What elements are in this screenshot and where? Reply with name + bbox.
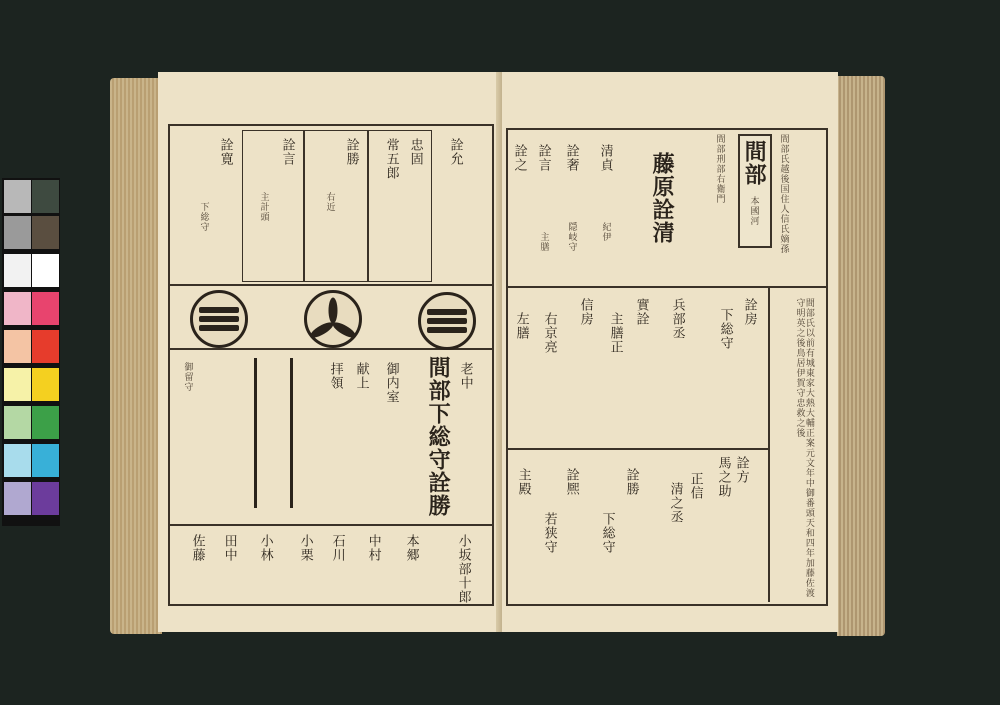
swatch-16	[32, 444, 59, 477]
family-crest-center	[304, 290, 362, 348]
page-edges-right	[837, 76, 885, 636]
left-bottom-col-4: 小林	[257, 534, 273, 562]
left-bottom-col-3: 中村	[365, 534, 381, 562]
swatch-8	[32, 292, 59, 325]
swatch-13	[4, 406, 31, 439]
right-col-5: 詮之	[511, 144, 527, 172]
left-bottom-col-2: 石川	[329, 534, 345, 562]
right-middle-col-6: 主膳正	[607, 312, 623, 354]
right-upper-note-1: 紀伊	[600, 222, 611, 242]
left-middle-sub-2: 献上	[353, 362, 369, 390]
right-middle-col-2: 信房	[577, 298, 593, 326]
left-top-note-3: 右近	[324, 192, 335, 212]
right-upper-note-2: 隠岐守	[566, 222, 577, 252]
left-top-note-2: 常五郎	[383, 138, 399, 180]
right-col-4: 詮言	[535, 144, 551, 172]
left-bottom-col-1: 小栗	[297, 534, 313, 562]
clan-name: 間部	[741, 140, 768, 186]
page-edges-left	[110, 78, 162, 634]
family-crest-right	[418, 292, 476, 350]
left-bottom-col-7: 本郷	[403, 534, 419, 562]
left-top-col-1: 詮允	[447, 138, 463, 166]
right-col-2: 清貞	[597, 144, 613, 172]
swatch-10	[32, 330, 59, 363]
left-middle-sub-3: 御内室	[383, 362, 399, 404]
right-middle-col-8: 左膳	[513, 312, 529, 340]
left-top-note-4: 主計頭	[258, 192, 269, 222]
swatch-15	[4, 444, 31, 477]
left-top-col-2: 詮勝	[343, 138, 359, 166]
left-top-col-3: 詮言	[279, 138, 295, 166]
open-book	[110, 70, 885, 640]
left-bottom-col-6: 佐藤	[189, 534, 205, 562]
clan-header-box	[738, 134, 772, 248]
right-lower-col-7: 詮勝	[623, 468, 639, 496]
right-intro-text: 間部氏越後国住人信氏嫡孫	[778, 134, 789, 254]
right-upper-note-3: 主膳	[538, 232, 549, 252]
left-top-note-5: 下総守	[198, 202, 209, 232]
swatch-2	[32, 180, 59, 213]
left-main-title: 間部下総守詮勝	[425, 356, 452, 517]
spear-emblem	[290, 358, 293, 508]
right-middle-col-1: 詮房	[741, 298, 757, 326]
swatch-1	[4, 180, 31, 213]
left-bottom-col-8: 小坂部十郎	[455, 534, 471, 604]
swatch-7	[4, 292, 31, 325]
family-crest-left	[190, 290, 248, 348]
right-lower-col-9: 主殿	[515, 468, 531, 496]
left-rule-1	[168, 284, 494, 286]
left-middle-sub-1: 拝領	[327, 362, 343, 390]
right-lower-col-3: 清之丞	[667, 482, 683, 524]
left-middle-sub-4: 老中	[457, 362, 473, 390]
swatch-4	[32, 216, 59, 249]
right-lineage-text: 間部刑部右衛門	[714, 134, 725, 204]
left-middle-sub-5: 御留守	[182, 362, 193, 392]
right-middle-col-5: 實詮	[633, 298, 649, 326]
swatch-9	[4, 330, 31, 363]
right-middle-col-3: 兵部丞	[669, 298, 685, 340]
swatch-3	[4, 216, 31, 249]
swatch-11	[4, 368, 31, 401]
right-lower-col-1: 詮方	[733, 456, 749, 484]
right-rule-3	[768, 288, 770, 602]
swatch-6	[32, 254, 59, 287]
color-calibration-chart	[2, 178, 60, 526]
clan-province: 本國河	[748, 196, 759, 226]
left-page	[158, 72, 502, 632]
right-middle-col-4: 下総守	[717, 308, 733, 350]
right-lower-col-8: 下総守	[599, 512, 615, 554]
spear-emblem-2	[254, 358, 257, 508]
right-lower-col-4: 馬之助	[715, 456, 731, 498]
right-col-1: 藤原詮清	[649, 152, 676, 244]
left-top-note-1: 忠固	[407, 138, 423, 166]
swatch-14	[32, 406, 59, 439]
left-rule-3	[168, 524, 494, 526]
right-side-note: 間部氏以前有城東家大熱大輔正案元文年中御番頭天和四年加藤佐渡守明英之後鳥居伊賀守忠救之後	[794, 298, 814, 598]
right-rule-1	[506, 286, 828, 288]
right-lower-col-5: 詮熈	[563, 468, 579, 496]
right-lower-col-6: 若狭守	[541, 512, 557, 554]
swatch-18	[32, 482, 59, 515]
right-page	[502, 72, 838, 632]
right-lower-col-2: 正信	[687, 472, 703, 500]
swatch-5	[4, 254, 31, 287]
swatch-17	[4, 482, 31, 515]
left-bottom-col-5: 田中	[221, 534, 237, 562]
right-middle-col-7: 右京亮	[541, 312, 557, 354]
swatch-12	[32, 368, 59, 401]
left-top-col-4: 詮寛	[217, 138, 233, 166]
right-rule-2	[506, 448, 770, 450]
right-col-3: 詮奢	[563, 144, 579, 172]
